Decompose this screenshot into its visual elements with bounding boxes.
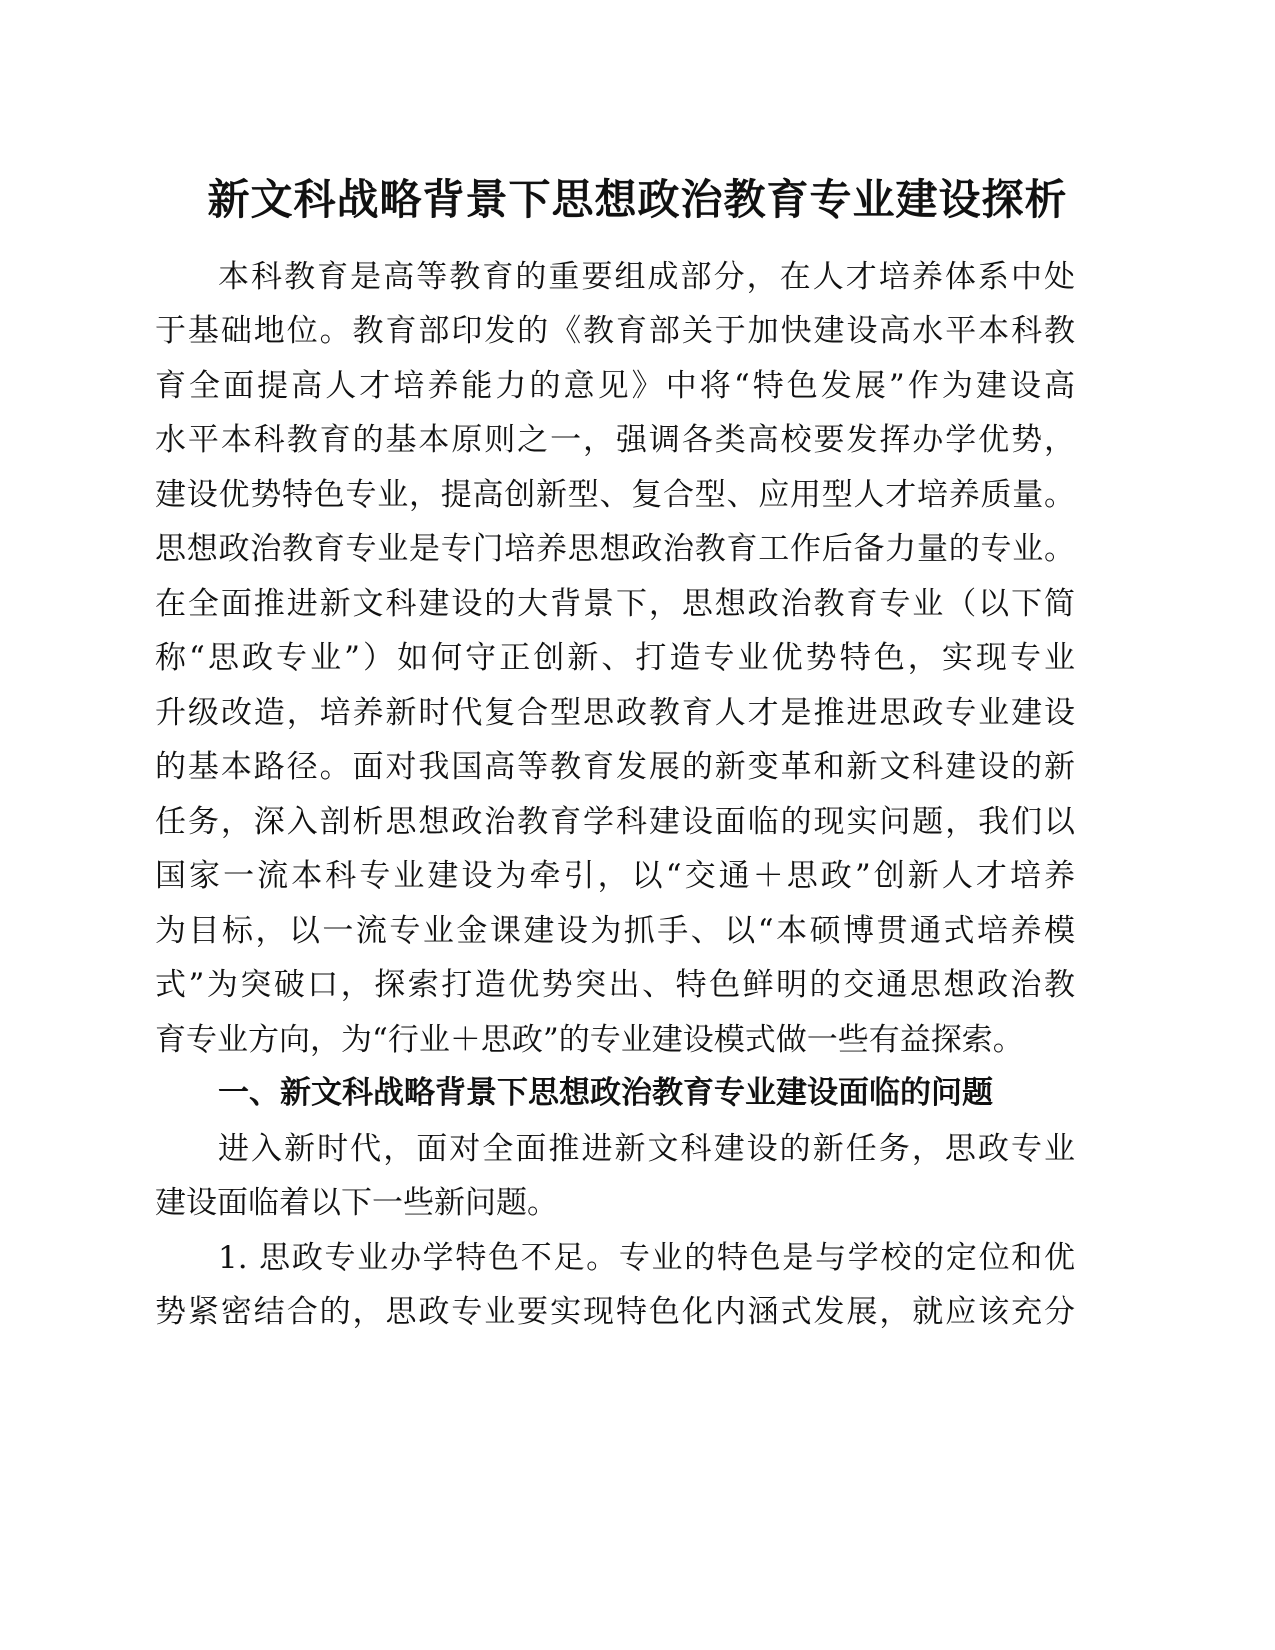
document-title: 新文科战略背景下思想政治教育专业建设探析 [207,175,1068,224]
paragraph-line: 国家一流本科专业建设为牵引，以“交通＋思政”创新人才培养 [155,858,1075,894]
paragraph-line: 进入新时代，面对全面推进新文科建设的新任务，思政专业 [218,1131,1075,1167]
paragraph-line: 水平本科教育的基本原则之一，强调各类高校要发挥办学优势， [155,422,1075,458]
paragraph-line: 任务，深入剖析思想政治教育学科建设面临的现实问题，我们以 [155,804,1075,840]
paragraph-line: 式”为突破口，探索打造优势突出、特色鲜明的交通思想政治教 [155,967,1075,1003]
paragraph-line: 建设优势特色专业，提高创新型、复合型、应用型人才培养质量。 [155,477,1075,513]
section-heading: 一、新文科战略背景下思想政治教育专业建设面临的问题 [218,1075,993,1111]
paragraph-line: 为目标，以一流专业金课建设为抓手、以“本硕博贯通式培养模 [155,913,1075,949]
paragraph-line: 思想政治教育专业是专门培养思想政治教育工作后备力量的专业。 [155,531,1075,567]
paragraph-line: 势紧密结合的，思政专业要实现特色化内涵式发展，就应该充分 [155,1294,1075,1330]
paragraph-line: 育全面提高人才培养能力的意见》中将“特色发展”作为建设高 [155,368,1075,404]
paragraph-line: 称“思政专业”）如何守正创新、打造专业优势特色，实现专业 [155,640,1075,676]
paragraph-line: 的基本路径。面对我国高等教育发展的新变革和新文科建设的新 [155,749,1075,785]
paragraph-line: 于基础地位。教育部印发的《教育部关于加快建设高水平本科教 [155,313,1075,349]
paragraph-line: 本科教育是高等教育的重要组成部分，在人才培养体系中处 [218,259,1075,295]
paragraph-line: 1. 思政专业办学特色不足。专业的特色是与学校的定位和优 [218,1240,1075,1276]
paragraph-line: 升级改造，培养新时代复合型思政教育人才是推进思政专业建设 [155,695,1075,731]
paragraph-line: 建设面临着以下一些新问题。 [155,1185,558,1221]
paragraph-line: 育专业方向，为“行业＋思政”的专业建设模式做一些有益探索。 [155,1022,1024,1058]
paragraph-line: 在全面推进新文科建设的大背景下，思想政治教育专业（以下简 [155,586,1075,622]
